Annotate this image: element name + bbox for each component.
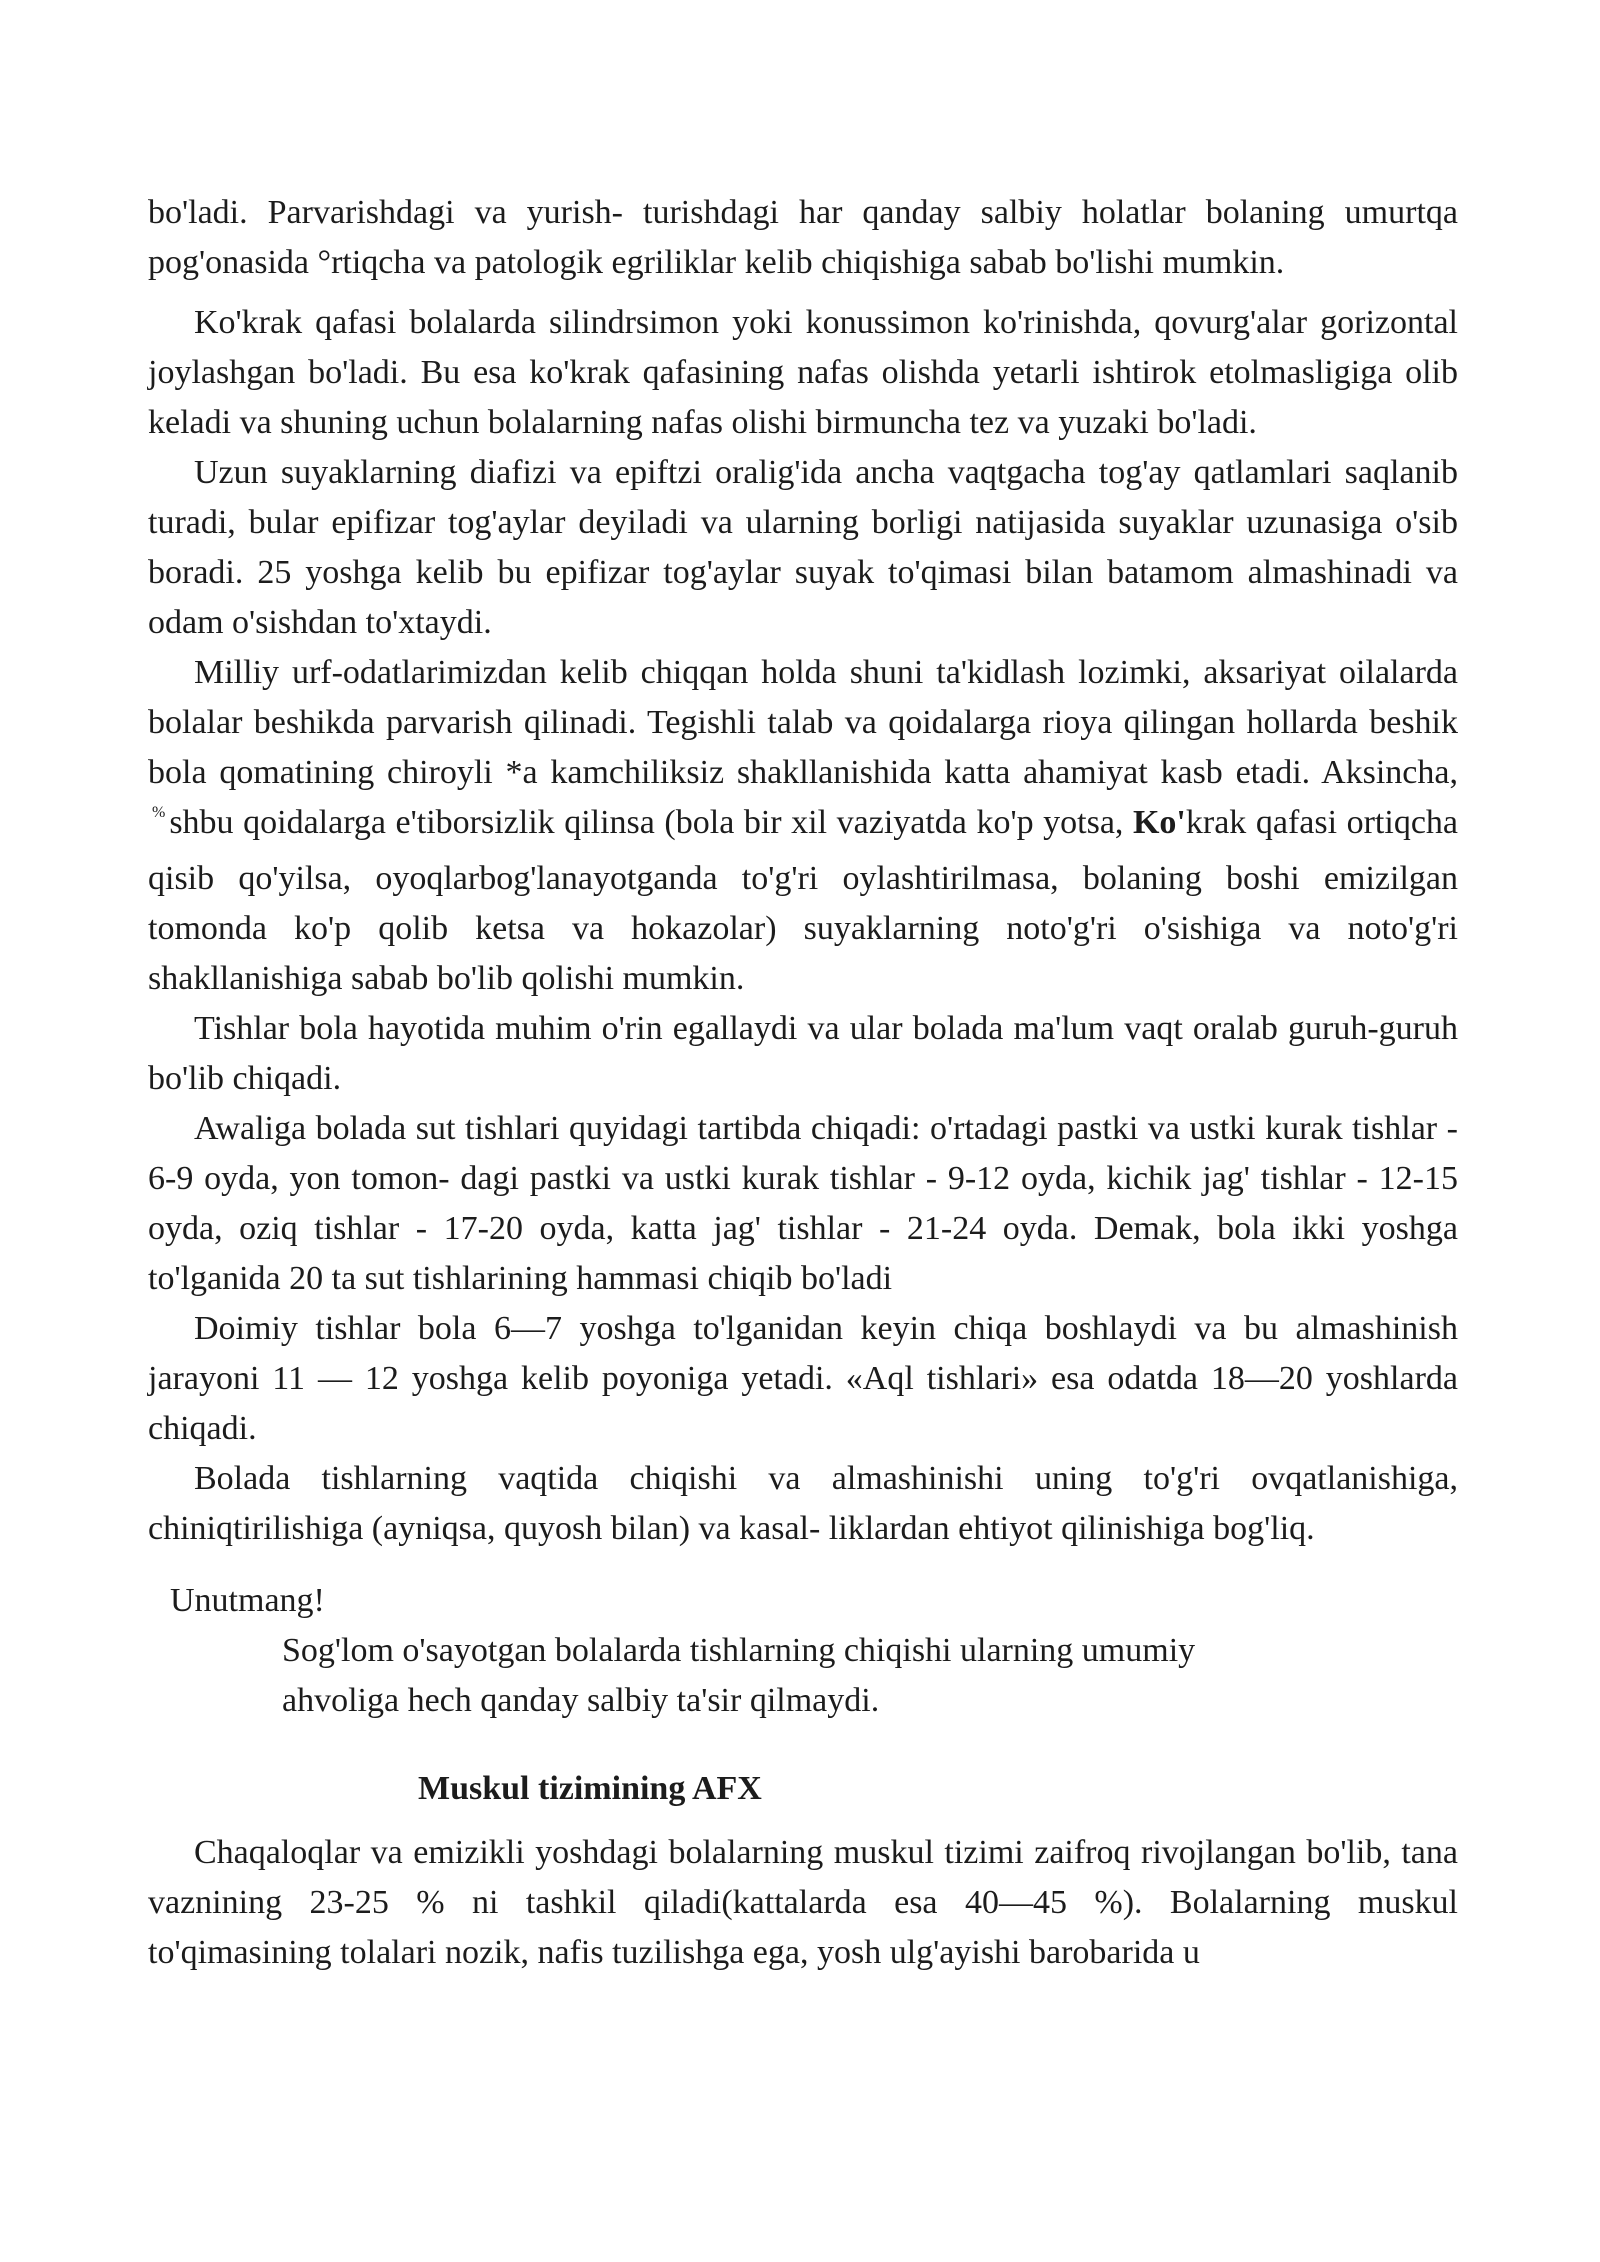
paragraph-teeth-intro: Tishlar bola hayotida muhim o'rin egallaydi va ular bolada ma'lum vaqt oralab guruh-guruh bo'lib chiqadi.	[148, 1010, 1458, 1097]
paragraph-permanent-teeth: Doimiy tishlar bola 6—7 yoshga to'lganidan keyin chiqa boshlaydi va bu almashinish jarayoni 11 — 12 yoshga kelib poyoniga yetadi. «Aql tishlari» esa odatda 18—20 yoshlarda chiqadi.	[148, 1310, 1458, 1447]
bold-fragment: Ko'	[1132, 804, 1186, 841]
note-body: Sog'lom o'sayotgan bolalarda tishlarning chiqishi ularning umumiy ahvoliga hech qanday salbiy ta'sir qilmaydi.	[282, 1632, 1196, 1719]
note-title: Unutmang!	[170, 1582, 325, 1619]
paragraph-teeth-care: Bolada tishlarning vaqtida chiqishi va almashinishi uning to'g'ri ovqatlanishiga, chiniqtirilishiga (ayniqsa, quyosh bilan) va kasal- liklardan ehtiyot qilinishiga bog'liq.	[148, 1460, 1458, 1547]
paragraph-long-bones: Uzun suyaklarning diafizi va epiftzi oralig'ida ancha vaqtgacha tog'ay qatlamlari saqlanib turadi, bular epifizar tog'aylar deyiladi va ularning borligi natijasida suyaklar uzunasiga o'sib boradi. 25 yoshga kelib bu epifizar tog'aylar suyak to'qimasi bilan batamom almashinadi va odam o'sishdan to'xtaydi.	[148, 454, 1458, 641]
superscript-mark: %	[152, 804, 166, 821]
paragraph-milk-teeth: Awaliga bolada sut tishlari quyidagi tartibda chiqadi: o'rtadagi pastki va ustki kurak tishlar - 6-9 oyda, yon tomon- dagi pastki va ustki kurak tishlar - 9-12 oyda, kichik jag' tishlar - 12-15 oyda, oziq tishlar - 17-20 oyda, katta jag' tishlar - 21-24 oyda. Demak, bola ikki yoshga to'lganida 20 ta sut tishlarining hammasi chiqib bo'ladi	[148, 1110, 1458, 1297]
paragraph-chest: Ko'krak qafasi bolalarda silindrsimon yoki konussimon ko'rinishda, qovurg'alar gorizontal joylashgan bo'ladi. Bu esa ko'krak qafasining nafas olishda yetarli ishtirok etolmasligiga olib keladi va shuning uchun bolalarning nafas olishi birmuncha tez va yuzaki bo'ladi.	[148, 304, 1458, 441]
section-heading: Muskul tizimining AFX	[418, 1770, 762, 1807]
paragraph-cradle-part-b: shbu qoidalarga e'tiborsizlik qilinsa (bola bir xil vaziyatda ko'p yotsa,	[169, 804, 1124, 841]
document-page	[148, 188, 1458, 1978]
paragraph-cradle-part-a: Milliy urf-odatlarimizdan kelib chiqqan holda shuni ta'kidlash lozimki, aksariyat oilalarda bolalar beshikda parvarish qilinadi. Tegishli talab va qoidalarga rioya qilingan hollarda beshik bola qomatining chiroyli *a kamchiliksiz shakllanishida katta ahamiyat kasb etadi. Aksincha,	[148, 654, 1458, 791]
paragraph-muscle-system: Chaqaloqlar va emizikli yoshdagi bolalarning muskul tizimi zaifroq rivojlangan bo'lib, tana vaznining 23-25 % ni tashkil qiladi(kattalarda esa 40—45 %). Bolalarning muskul to'qimasining tolalari nozik, nafis tuzilishga ega, yosh ulg'ayishi barobarida u	[148, 1834, 1458, 1971]
paragraph-cradle	[148, 648, 1458, 1004]
paragraph-spine-continuation: bo'ladi. Parvarishdagi va yurish- turishdagi har qanday salbiy holatlar bolaning umurtqa pog'onasida °rtiqcha va patologik egriliklar kelib chiqishiga sabab bo'lishi mumkin.	[148, 194, 1458, 281]
paragraph-cradle-part-c: krak qafasi ortiqcha qisib qo'yilsa, oyoqlarbog'lanayotganda to'g'ri oylashtirilmasa, bolaning boshi emizilgan tomonda ko'p qolib ketsa va hokazolar) suyaklarning noto'g'ri o'sishiga va noto'g'ri shakllanishiga sabab bo'lib qolishi mumkin.	[148, 804, 1459, 997]
